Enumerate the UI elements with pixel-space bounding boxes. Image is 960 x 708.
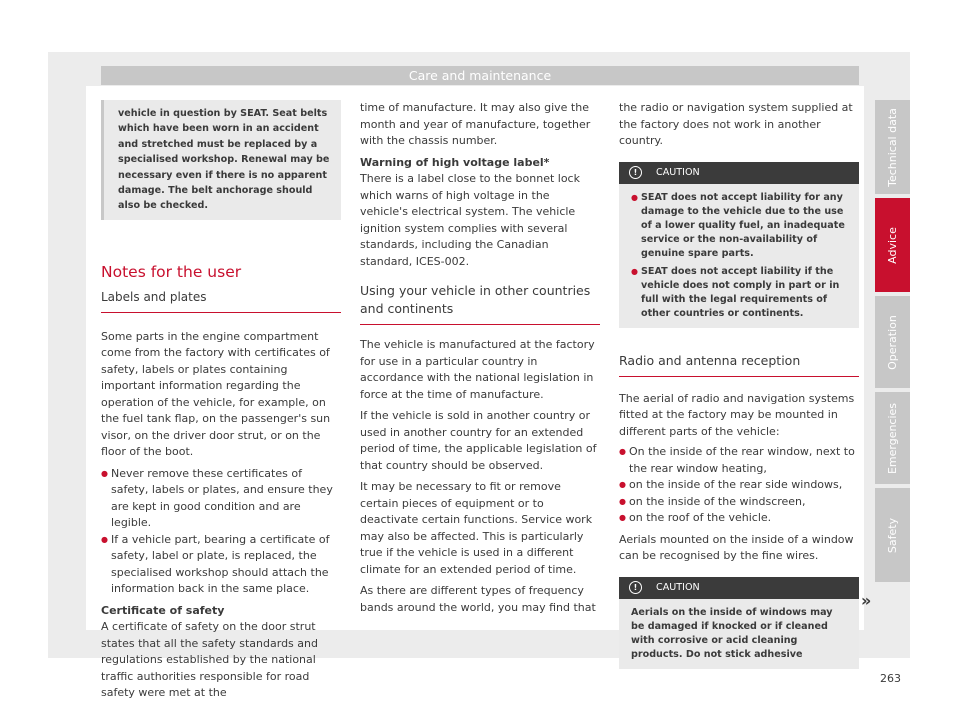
caution-label: CAUTION	[656, 581, 700, 593]
tab-safety[interactable]	[875, 488, 910, 582]
bullet-item	[619, 477, 859, 494]
column-3	[619, 100, 859, 669]
tab-label: Safety	[886, 517, 899, 553]
tab-technical-data[interactable]	[875, 100, 910, 194]
caution-bullet	[631, 191, 849, 261]
paragraph: The aerial of radio and navigation systems fitted at the factory may be mounted in different parts of the vehicle:	[619, 391, 855, 438]
tab-label: Operation	[886, 314, 899, 370]
caution-header	[619, 577, 859, 599]
tab-label: Emergencies	[886, 402, 899, 474]
bullet-text: on the roof of the vehicle.	[629, 511, 772, 524]
caution-bullet-text: SEAT does not accept liability for any damage to the vehicle due to the use of a lower quality fuel, an inadequate service or the non-availability of genuine spare parts.	[641, 191, 845, 259]
continued-note-box	[101, 100, 341, 220]
bullet-text: If a vehicle part, bearing a certificate of safety, label or plate, is replaced, the specialised workshop should attach the information back in the same place.	[111, 532, 330, 596]
paragraph: There is a label close to the bonnet lock which warns of high voltage in the vehicle's electrical system. The vehicle ignition system complies with several standards, including the Canadian standard, ICES-002.	[360, 172, 580, 268]
paragraph: time of manufacture. It may also give the month and year of manufacture, together with the chassis number.	[360, 101, 591, 147]
paragraph: It may be necessary to fit or remove certain pieces of equipment or to deactivate certain functions. Service work may also be affected. This is particularly true if the vehicle is used in a different climate for an extended period of time.	[360, 480, 593, 576]
caution-body	[619, 599, 859, 669]
caution-label: CAUTION	[656, 166, 700, 178]
bullet-item	[101, 466, 341, 532]
paragraph: The vehicle is manufactured at the factory for use in a particular country in accordance with the national legislation in force at the time of manufacture.	[360, 338, 595, 401]
section-title-other-countries: Using your vehicle in other countries and continents	[360, 283, 591, 316]
caution-header	[619, 162, 859, 184]
tab-operation[interactable]	[875, 296, 910, 388]
paragraph: As there are different types of frequency bands around the world, you may find that	[360, 584, 596, 614]
page-header: Care and maintenance	[101, 66, 859, 85]
bullet-item	[101, 532, 341, 598]
paragraph: Some parts in the engine compartment come from the factory with certificates of safety, labels or plates containing important information regarding the operation of the vehicle, for example, on the fuel tank flap, on the passenger's sun visor, on the driver door strut, or on the floor of the boot.	[101, 329, 331, 459]
caution-body	[619, 184, 859, 328]
bullet-item	[619, 494, 859, 511]
caution-box	[619, 162, 859, 328]
column-2	[360, 100, 600, 616]
page-number: 263	[880, 672, 901, 685]
section-title-radio: Radio and antenna reception	[619, 352, 801, 368]
section-subtitle-labels: Labels and plates	[101, 289, 207, 304]
bullet-text: Never remove these certificates of safety, labels or plates, and ensure they are kept in good condition and are legible.	[111, 466, 333, 530]
column-1	[101, 100, 341, 702]
caution-box	[619, 577, 859, 669]
continued-note-text: vehicle in question by SEAT. Seat belts which have been worn in an accident and stretched must be replaced by a specialised workshop. Renewal may be necessary even if there is no apparent damage. The belt anchorage should also be checked.	[118, 108, 330, 212]
tab-advice[interactable]	[875, 198, 910, 292]
continue-arrow-icon: »	[861, 591, 872, 610]
exclamation-icon: !	[629, 166, 642, 179]
bullet-text: on the inside of the windscreen,	[629, 494, 806, 508]
bullet-item	[619, 444, 859, 477]
paragraph: A certificate of safety on the door strut states that all the safety standards and regulations established by the national traffic authorities responsible for road safety were met at the	[101, 620, 318, 700]
paragraph: If the vehicle is sold in another country or used in another country for an extended period of time, the applicable legislation of that country should be observed.	[360, 409, 597, 472]
exclamation-icon: !	[629, 581, 642, 594]
tab-label: Technical data	[886, 107, 900, 187]
section-title-notes: Notes for the user	[101, 262, 242, 281]
bullet-text: on the inside of the rear side windows,	[629, 478, 843, 491]
paragraph: the radio or navigation system supplied at the factory does not work in another country.	[619, 101, 853, 147]
caution-body-text: Aerials on the inside of windows may be damaged if knocked or if cleaned with corrosive or acid cleaning products. Do not stick adhesive	[631, 606, 833, 660]
tab-label: Advice	[886, 226, 900, 264]
subheading-high-voltage: Warning of high voltage label*	[360, 155, 550, 169]
bullet-text: On the inside of the rear window, next to the rear window heating,	[629, 445, 855, 475]
caution-bullet-text: SEAT does not accept liability if the vehicle does not comply in part or in full with the legal requirements of other countries or continents.	[641, 265, 840, 319]
subheading-certificate: Certificate of safety	[101, 603, 225, 617]
caution-bullet	[631, 265, 849, 321]
tab-emergencies[interactable]	[875, 392, 910, 484]
paragraph: Aerials mounted on the inside of a window can be recognised by the fine wires.	[619, 532, 854, 562]
bullet-item	[619, 510, 859, 527]
